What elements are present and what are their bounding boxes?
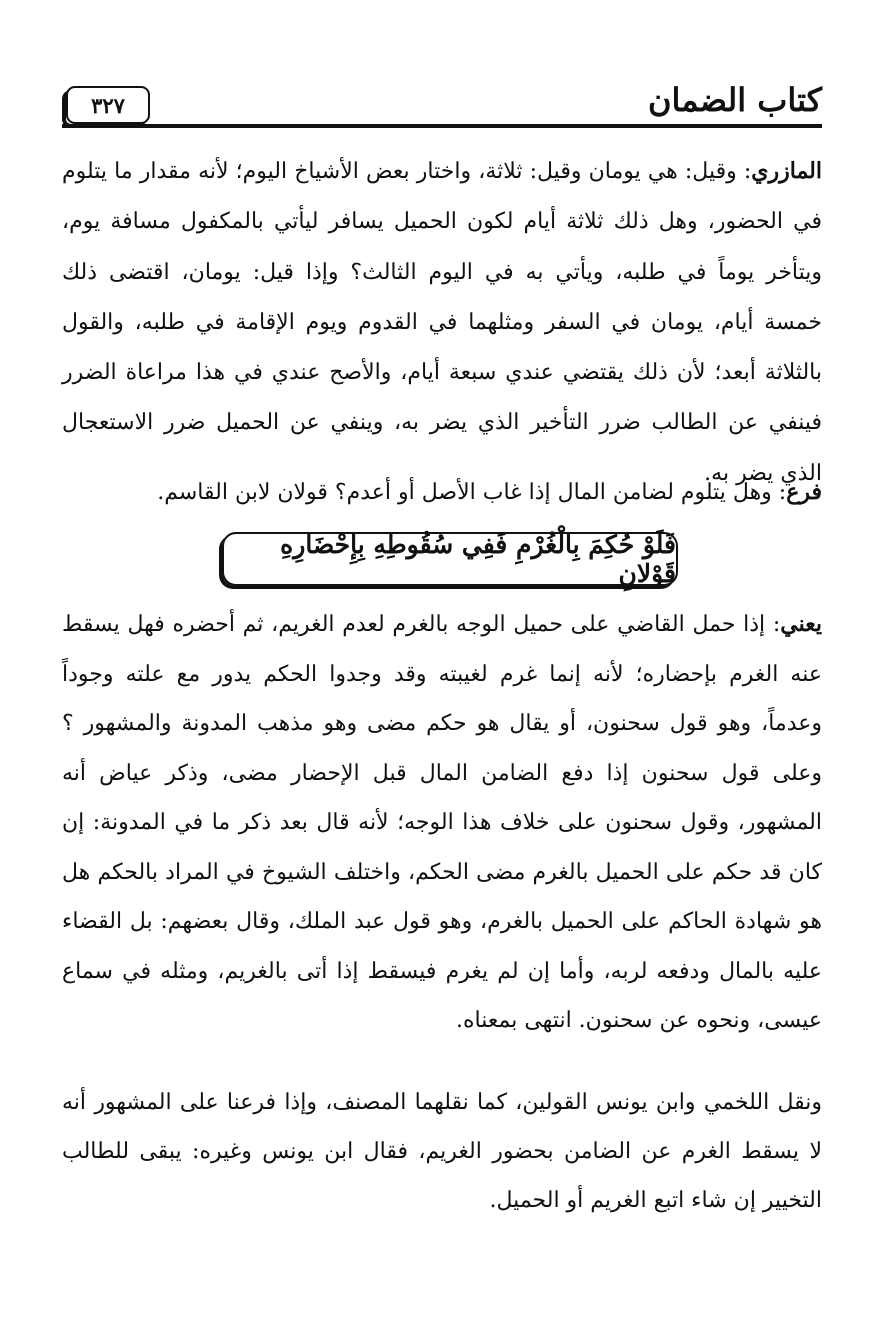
book-title: كتاب الضمان: [647, 81, 822, 119]
paragraph-lead: المازري: [751, 158, 822, 184]
paragraph-lead: يعني: [780, 611, 822, 637]
matn-verse: فَلَوْ حُكِمَ بِالْغُرْمِ فَفِي سُقُوطِهِ بِإِحْضَارِهِ قَوْلانِ: [280, 530, 676, 588]
paragraph-lead: فرع: [786, 479, 822, 505]
paragraph-yani: [62, 600, 822, 1046]
paragraph-text: : وقيل: هي يومان وقيل: ثلاثة، واختار بعض الأشياخ اليوم؛ لأنه مقدار ما يتلوم في الحضور، وهل ذلك ثلاثة أيام لكون الحميل يسافر ليأتي بالمكفول مسافة يوم، ويتأخر يوماً في طلبه، ويأتي به في اليوم الثالث؟ وإذا قيل: يومان، اقتضى ذلك خمسة أيام، يومان في السفر ومثلهما في القدوم ويوم الإقامة في طلبه، والقول بالثلاثة أبعد؛ لأن ذلك يقتضي عندي سبعة أيام، والأصح عندي في هذا مراعاة الضرر فينفي عن الطالب ضرر التأخير الذي يضر به، وينفي عن الحميل ضرر الاستعجال الذي يضر به.: [62, 159, 822, 486]
matn-verse-box: [222, 532, 678, 586]
paragraph-text: ونقل اللخمي وابن يونس القولين، كما نقلهما المصنف، وإذا فرعنا على المشهور أنه لا يسقط الغرم عن الضامن بحضور الغريم، فقال ابن يونس وغيره: يبقى للطالب التخيير إن شاء اتبع الغريم أو الحميل.: [62, 1090, 822, 1213]
paragraph-far: [62, 468, 822, 517]
paragraph-lakhmi: [62, 1078, 822, 1225]
header-rule: [62, 124, 822, 128]
paragraph-text: : وهل يتلوم لضامن المال إذا غاب الأصل أو أعدم؟ قولان لابن القاسم.: [157, 480, 787, 505]
paragraph-text: : إذا حمل القاضي على حميل الوجه بالغرم لعدم الغريم، ثم أحضره فهل يسقط عنه الغرم بإحضاره؛ لأنه إنما غرم لغيبته وقد وجدوا الحكم يدور مع علته وجوداً وعدماً، وهو قول سحنون، أو يقال هو حكم مضى وهو مذهب المدونة والمشهور ؟ وعلى قول سحنون إذا دفع الضامن المال قبل الإحضار مضى، وذكر عياض أنه المشهور، وقول سحنون على خلاف هذا الوجه؛ لأنه قال بعد ذكر ما في المدونة: إن كان قد حكم على الحميل بالغرم مضى الحكم، واختلف الشيوخ في المراد بالحكم هل هو شهادة الحاكم على الحميل بالغرم، وهو قول عبد الملك، وقال بعضهم: بل القضاء عليه بالمال ودفعه لربه، وأما إن لم يغرم فيسقط إذا أتى بالغريم، ومثله في سماع عيسى، ونحوه عن سحنون. انتهى بمعناه.: [62, 612, 822, 1033]
paragraph-mazari: [62, 146, 822, 499]
page-header: [62, 72, 822, 130]
page-number: ٣٢٧: [66, 86, 150, 124]
